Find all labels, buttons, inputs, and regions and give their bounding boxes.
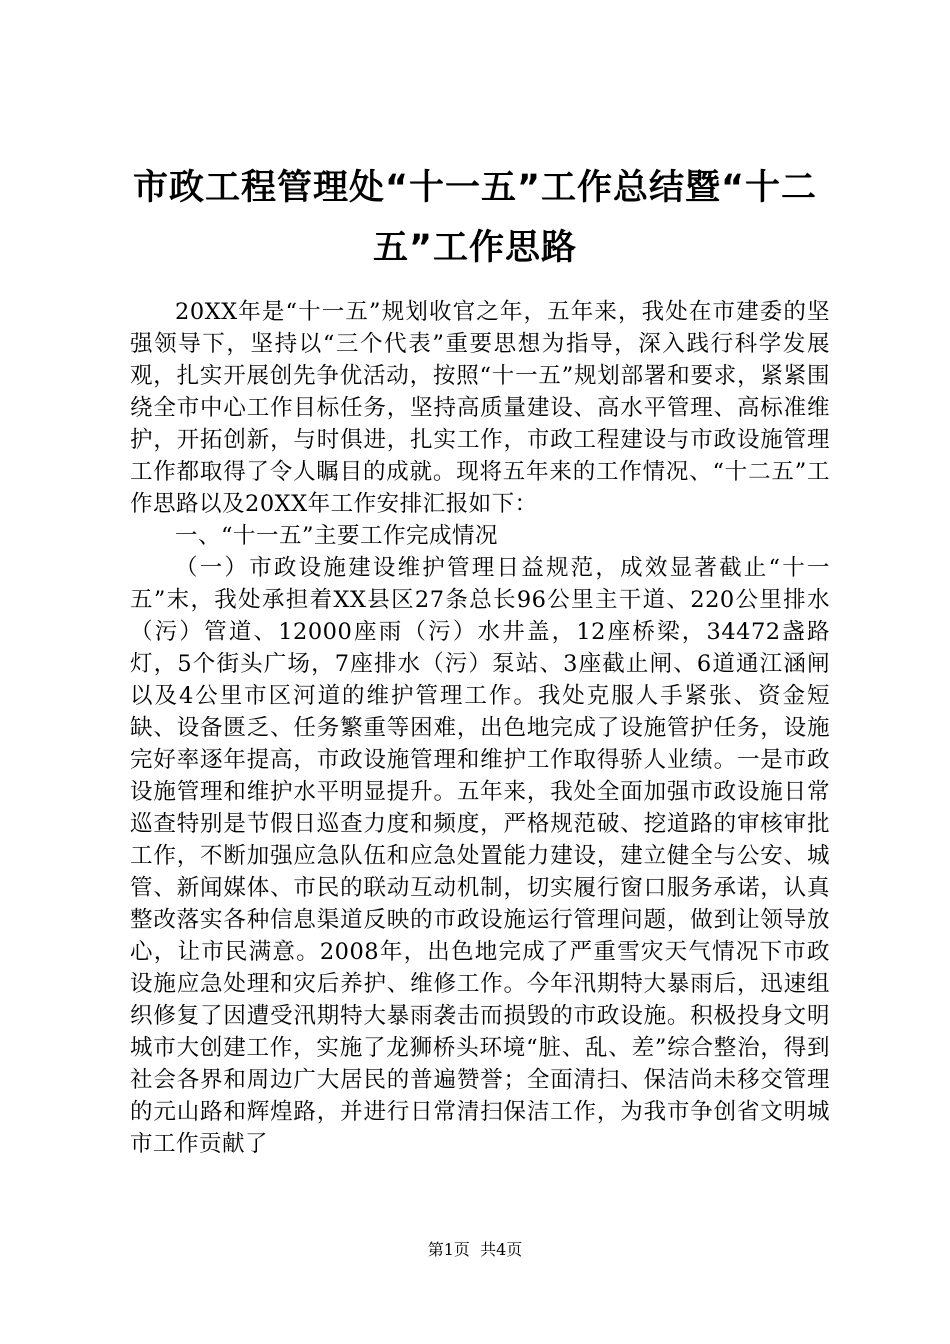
- section-paragraph: （一）市政设施建设维护管理日益规范，成效显著截止“十一五”末，我处承担着XX县区27条总长96公里主干道、220公里排水（污）管道、12000座雨（污）水井盖，12座桥梁，34472盏路灯，5个街头广场，7座排水（污）泵站、3座截止闸、6道通江涵闸以及4公里市区河道的维护管理工作。我处克服人手紧张、资金短缺、设备匮乏、任务繁重等困难，出色地完成了设施管护任务，设施完好率逐年提高，市政设施管理和维护工作取得骄人业绩。一是市政设施管理和维护水平明显提升。五年来，我处全面加强市政设施日常巡查特别是节假日巡查力度和频度，严格规范破、挖道路的审核审批工作，不断加强应急队伍和应急处置能力建设，建立健全与公安、城管、新闻媒体、市民的联动互动机制，切实履行窗口服务承诺，认真整改落实各种信息渠道反映的市政设施运行管理问题，做到让领导放心，让市民满意。2008年，出色地完成了严重雪灾天气情况下市政设施应急处理和灾后养护、维修工作。今年汛期特大暴雨后，迅速组织修复了因遭受汛期特大暴雨袭击而损毁的市政设施。积极投身文明城市大创建工作，实施了龙狮桥头环境“脏、乱、差”综合整治，得到社会各界和周边广大居民的普遍赞誉；全面清扫、保洁尚未移交管理的元山路和辉煌路，并进行日常清扫保洁工作，为我市争创省文明城市工作贡献了: [130, 555, 830, 1157]
- intro-paragraph: 20XX年是“十一五”规划收官之年，五年来，我处在市建委的坚强领导下，坚持以“三个代表”重要思想为指导，深入践行科学发展观，扎实开展创先争优活动，按照“十一五”规划部署和要求，紧紧围绕全市中心工作目标任务，坚持高质量建设、高水平管理、高标准维护，开拓创新，与时俱进，扎实工作，市政工程建设与市政设施管理工作都取得了令人瞩目的成就。现将五年来的工作情况、“十二五”工作思路以及20XX年工作安排汇报如下：: [130, 299, 830, 517]
- document-title: 市政工程管理处“十一五”工作总结暨“十二五”工作思路: [132, 168, 817, 268]
- document-body: [130, 296, 830, 1160]
- page-footer: [0, 1240, 950, 1260]
- page-number: 第1页: [427, 1240, 470, 1259]
- total-pages: 共4页: [480, 1240, 523, 1259]
- section-heading: 一、“十一五”主要工作完成情况: [175, 523, 499, 549]
